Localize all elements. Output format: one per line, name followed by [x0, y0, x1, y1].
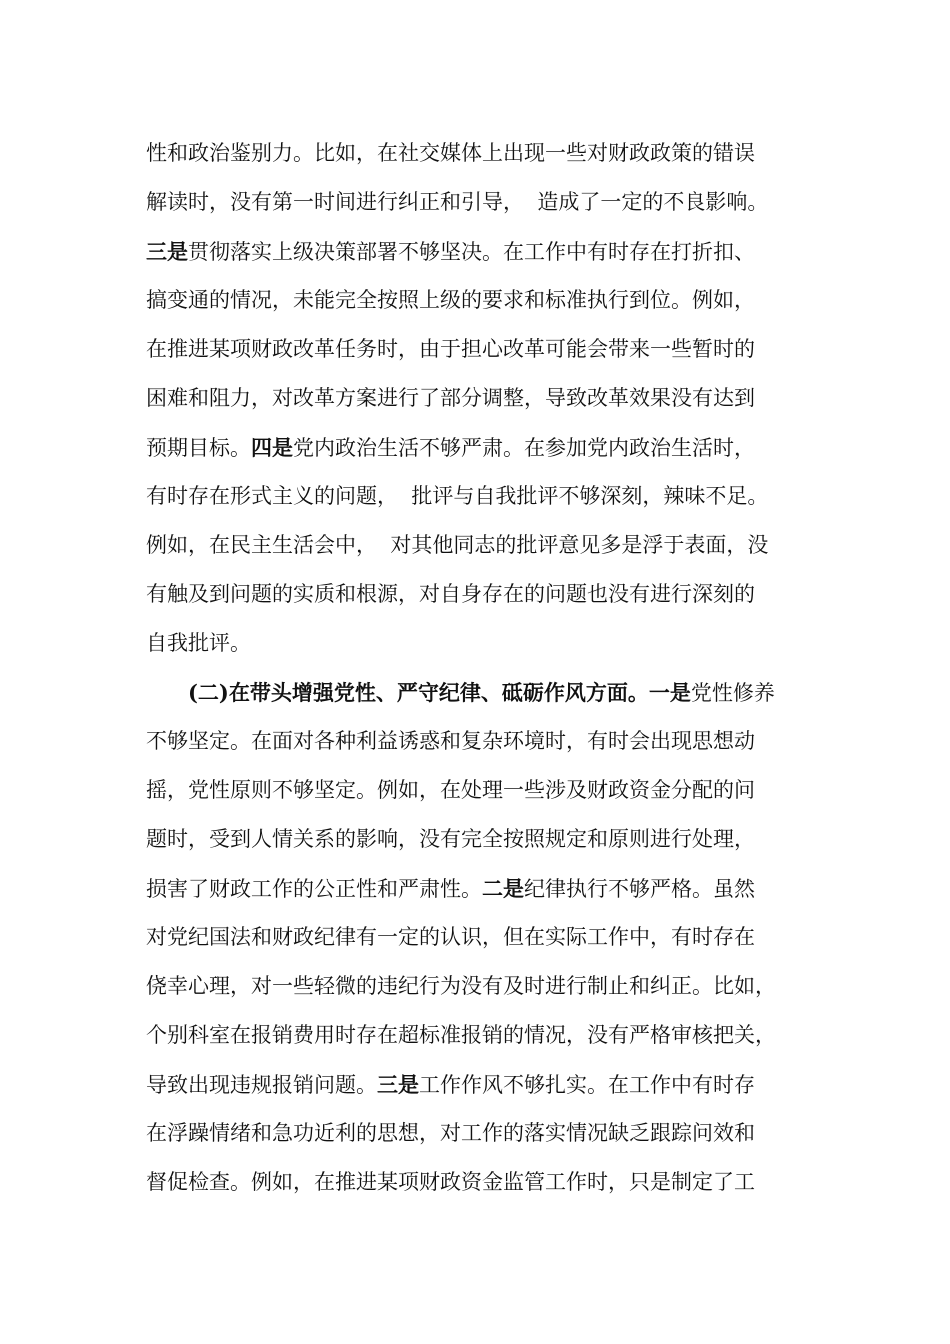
body-text: 纪律执行不够严格。虽然 [524, 877, 755, 901]
body-text: 题时，受到人情关系的影响，没有完全按照规定和原则进行处理， [146, 827, 755, 851]
text-line [146, 570, 816, 619]
text-line [146, 129, 816, 178]
body-text: 党内政治生活不够严肃。在参加党内政治生活时， [293, 436, 755, 460]
text-line [146, 1158, 816, 1207]
text-line [146, 521, 816, 570]
bold-heading-text: 三是 [377, 1072, 419, 1097]
body-text: 例如，在民主生活会中， 对其他同志的批评意见多是浮于表面，没 [146, 533, 769, 557]
body-text: 党性修养 [690, 681, 775, 705]
body-text: 有触及到问题的实质和根源，对自身存在的问题也没有进行深刻的 [146, 582, 755, 606]
text-line [146, 423, 816, 472]
document-body [146, 129, 816, 1207]
text-line [146, 815, 816, 864]
body-text: 在浮躁情绪和急功近利的思想，对工作的落实情况缺乏跟踪问效和 [146, 1121, 755, 1145]
text-line [146, 668, 816, 717]
body-text: 贯彻落实上级决策部署不够坚决。在工作中有时存在打折扣、 [188, 240, 755, 264]
body-text: 预期目标。 [146, 436, 251, 460]
body-text: 对党纪国法和财政纪律有一定的认识，但在实际工作中，有时存在 [146, 925, 755, 949]
body-text: 导致出现违规报销问题。 [146, 1073, 377, 1097]
body-text: 性和政治鉴别力。比如，在社交媒体上出现一些对财政政策的错误 [146, 141, 755, 165]
body-text: 损害了财政工作的公正性和严肃性。 [146, 877, 482, 901]
text-line [146, 766, 816, 815]
body-text: 困难和阻力，对改革方案进行了部分调整，导致改革效果没有达到 [146, 386, 755, 410]
text-line [146, 1060, 816, 1109]
body-text: 个别科室在报销费用时存在超标准报销的情况，没有严格审核把关， [146, 1023, 776, 1047]
bold-heading-text: 二是 [482, 876, 524, 901]
text-line [146, 374, 816, 423]
text-line [146, 864, 816, 913]
body-text: 解读时，没有第一时间进行纠正和引导， 造成了一定的不良影响。 [146, 190, 769, 214]
body-text: 摇，党性原则不够坚定。例如，在处理一些涉及财政资金分配的问 [146, 778, 755, 802]
text-line [146, 962, 816, 1011]
body-text: 有时存在形式主义的问题， 批评与自我批评不够深刻，辣味不足。 [146, 484, 769, 508]
bold-heading-text: 三是 [146, 239, 188, 264]
text-line [146, 1109, 816, 1158]
text-line [146, 276, 816, 325]
text-line [146, 717, 816, 766]
text-line [146, 325, 816, 374]
bold-heading-text: 四是 [251, 435, 293, 460]
body-text: 督促检查。例如，在推进某项财政资金监管工作时，只是制定了工 [146, 1170, 755, 1194]
body-text: 不够坚定。在面对各种利益诱惑和复杂环境时，有时会出现思想动 [146, 729, 755, 753]
text-line [146, 1011, 816, 1060]
body-text: 自我批评。 [146, 631, 251, 655]
body-text: 搞变通的情况，未能完全按照上级的要求和标准执行到位。例如， [146, 288, 755, 312]
text-line [146, 227, 816, 276]
text-line [146, 619, 816, 668]
body-text: 工作作风不够扎实。在工作中有时存 [419, 1073, 755, 1097]
body-text: 侥幸心理，对一些轻微的违纪行为没有及时进行制止和纠正。比如， [146, 974, 776, 998]
text-line [146, 472, 816, 521]
text-line [146, 178, 816, 227]
bold-heading-text: (二)在带头增强党性、严守纪律、砥砺作风方面。一是 [188, 680, 691, 705]
text-line [146, 913, 816, 962]
body-text: 在推进某项财政改革任务时，由于担心改革可能会带来一些暂时的 [146, 337, 755, 361]
